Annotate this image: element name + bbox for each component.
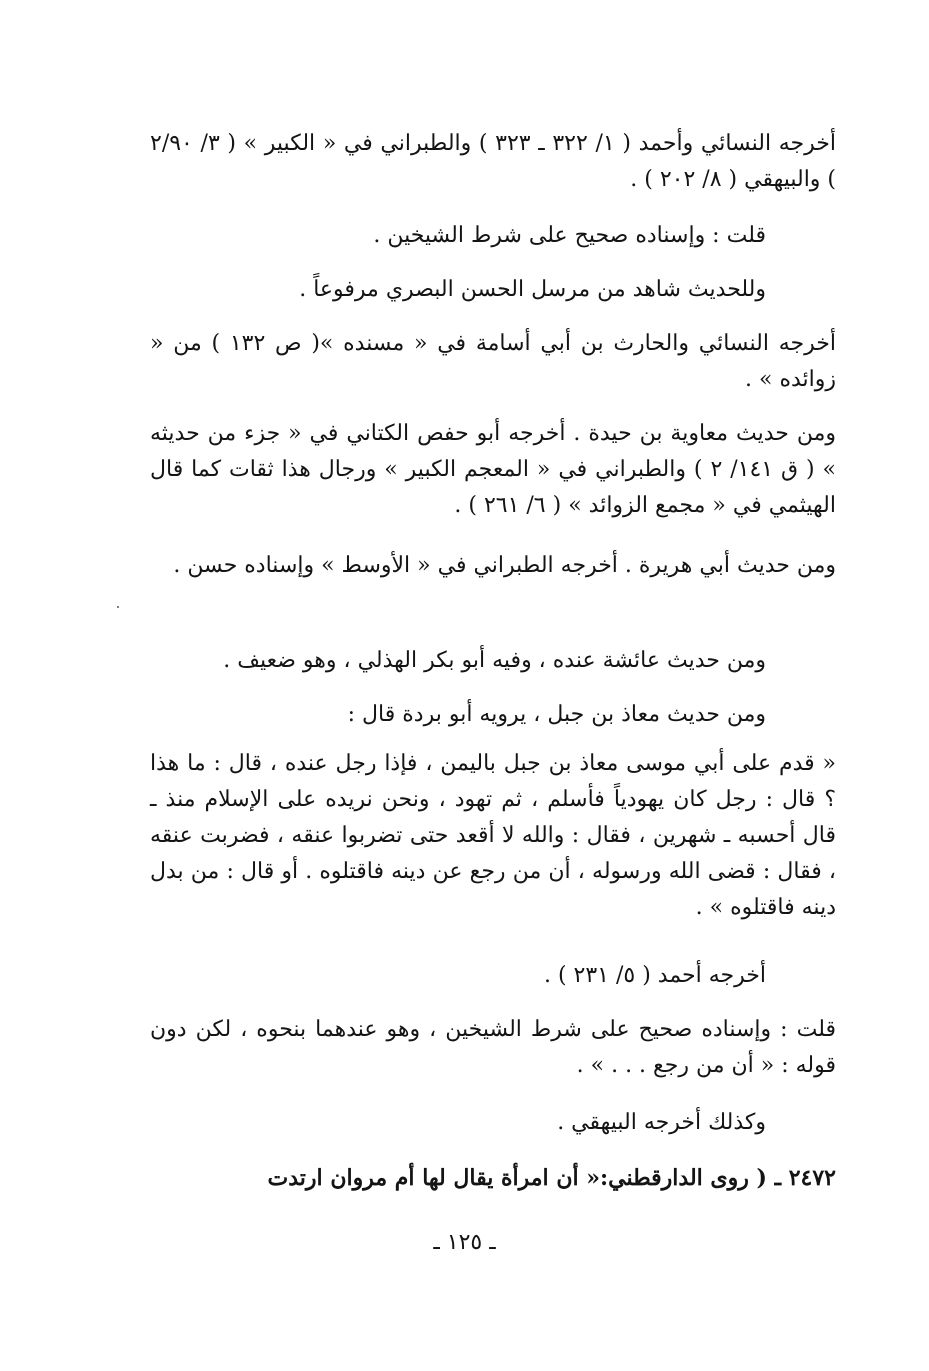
hadith-heading-2472: ٢٤٧٢ ـ ( روى الدارقطني:« أن امرأة يقال لها أم مروان ارتدت bbox=[267, 1165, 836, 1191]
paragraph-takhrij-nasai: أخرجه النسائي وأحمد ( ١/ ٣٢٢ ـ ٣٢٣ ) والطبراني في « الكبير » ( ٣/ ٢/٩٠ ) والبيهقي ( ٨/ ٢٠٢ ) . bbox=[150, 131, 837, 192]
paragraph-hadith-text: « قدم على أبي موسى معاذ بن جبل باليمن ، فإذا رجل عنده ، قال : ما هذا ؟ قال : رجل كان يهودياً فأسلم ، ثم تهود ، ونحن نريده على الإسلام منذ ـ قال أحسبه ـ شهرين ، فقال : والله لا أقعد حتى تضربوا عنقه ، فضربت عنقه ، فقال : قضى الله ورسوله ، أن من رجع عن دينه فاقتلوه . أو قال : من بدل دينه فاقتلوه » . bbox=[150, 751, 836, 920]
paragraph-abu-huraira: ومن حديث أبي هريرة . أخرجه الطبراني في « الأوسط » وإسناده حسن . bbox=[173, 553, 836, 578]
paragraph-isnad-note: قلت : وإسناده صحيح على شرط الشيخين ، وهو عندهما بنحوه ، لكن دون قوله : « أن من رجع . . . » . bbox=[150, 1017, 836, 1078]
paragraph-aisha: ومن حديث عائشة عنده ، وفيه أبو بكر الهذلي ، وهو ضعيف . bbox=[223, 648, 766, 673]
paragraph-bayhaqi: وكذلك أخرجه البيهقي . bbox=[557, 1110, 766, 1135]
paragraph-shahid-hasan: وللحديث شاهد من مرسل الحسن البصري مرفوعاً . bbox=[299, 277, 766, 302]
paragraph-takhrij-ahmad: أخرجه أحمد ( ٥/ ٢٣١ ) . bbox=[543, 963, 766, 988]
paragraph-isnad-sahih: قلت : وإسناده صحيح على شرط الشيخين . bbox=[373, 223, 766, 248]
paragraph-muawiya: ومن حديث معاوية بن حيدة . أخرجه أبو حفص الكتاني في « جزء من حديثه » ( ق ١٤١/ ٢ ) والطبراني في « المعجم الكبير » ورجال هذا ثقات كما قال الهيثمي في « مجمع الزوائد » ( ٦/ ٢٦١ ) . bbox=[150, 421, 837, 518]
scan-speck bbox=[117, 606, 119, 608]
paragraph-takhrij-harith: أخرجه النسائي والحارث بن أبي أسامة في « مسنده »( ص ١٣٢ ) من « زوائده » . bbox=[150, 331, 836, 392]
page-number: ـ ١٢٥ ـ bbox=[433, 1230, 496, 1255]
paragraph-muadh: ومن حديث معاذ بن جبل ، يرويه أبو بردة قال : bbox=[347, 702, 766, 727]
